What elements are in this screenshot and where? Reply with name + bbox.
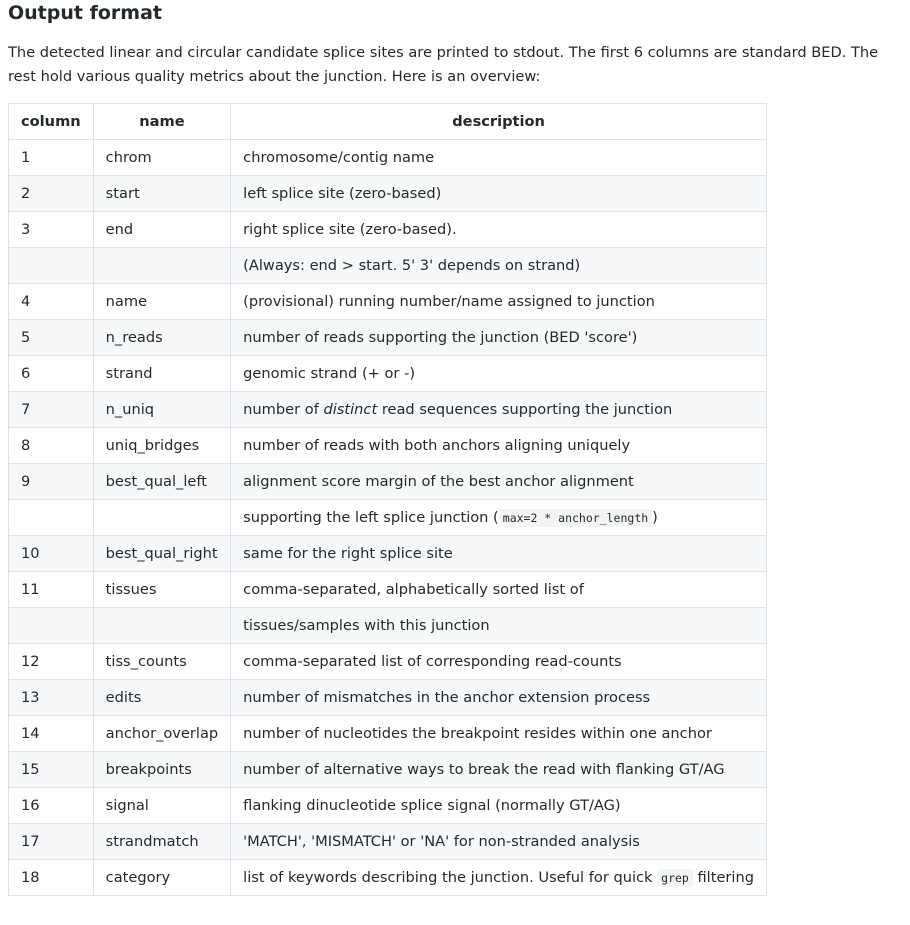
table-row: [9, 392, 767, 428]
cell-field-name: best_qual_left: [93, 464, 231, 500]
cell-field-name: anchor_overlap: [93, 716, 231, 752]
cell-description: [231, 644, 767, 680]
cell-column-number: [9, 500, 94, 536]
description-text: left splice site (zero-based): [243, 185, 442, 202]
cell-field-name: category: [93, 860, 231, 896]
cell-description: [231, 860, 767, 896]
description-text: chromosome/contig name: [243, 149, 435, 166]
cell-field-name: start: [93, 176, 231, 212]
table-row: [9, 140, 767, 176]
cell-description: [231, 248, 767, 284]
description-text: right splice site (zero-based).: [243, 221, 457, 238]
header-name: name: [93, 104, 231, 140]
cell-description: [231, 716, 767, 752]
inline-code: grep: [657, 869, 693, 887]
description-text: tissues/samples with this junction: [243, 617, 490, 634]
cell-description: [231, 536, 767, 572]
cell-field-name: strand: [93, 356, 231, 392]
cell-field-name: [93, 248, 231, 284]
cell-column-number: 4: [9, 284, 94, 320]
description-text: number of alternative ways to break the read with flanking GT/AG: [243, 761, 725, 778]
cell-description: [231, 284, 767, 320]
table-row: [9, 716, 767, 752]
cell-column-number: 1: [9, 140, 94, 176]
description-text: number of nucleotides the breakpoint resides within one anchor: [243, 725, 712, 742]
cell-description: [231, 464, 767, 500]
cell-column-number: 12: [9, 644, 94, 680]
table-row: [9, 176, 767, 212]
cell-field-name: n_uniq: [93, 392, 231, 428]
cell-description: [231, 572, 767, 608]
cell-field-name: name: [93, 284, 231, 320]
table-row: [9, 644, 767, 680]
cell-column-number: [9, 608, 94, 644]
table-row: [9, 248, 767, 284]
cell-description: [231, 752, 767, 788]
cell-description: [231, 140, 767, 176]
cell-description: [231, 212, 767, 248]
cell-description: [231, 320, 767, 356]
table-row: [9, 572, 767, 608]
cell-column-number: 18: [9, 860, 94, 896]
header-description: description: [231, 104, 767, 140]
cell-field-name: [93, 608, 231, 644]
cell-column-number: 2: [9, 176, 94, 212]
cell-field-name: breakpoints: [93, 752, 231, 788]
description-text: filtering: [692, 869, 754, 886]
cell-column-number: 11: [9, 572, 94, 608]
table-row: [9, 860, 767, 896]
cell-column-number: 10: [9, 536, 94, 572]
table-row: [9, 320, 767, 356]
description-text: flanking dinucleotide splice signal (normally GT/AG): [243, 797, 621, 814]
cell-column-number: 15: [9, 752, 94, 788]
cell-field-name: tissues: [93, 572, 231, 608]
cell-column-number: 16: [9, 788, 94, 824]
cell-column-number: 14: [9, 716, 94, 752]
cell-description: [231, 680, 767, 716]
cell-column-number: 3: [9, 212, 94, 248]
description-text: list of keywords describing the junction. Useful for quick: [243, 869, 658, 886]
description-text: ): [652, 509, 658, 526]
table-header: [9, 104, 767, 140]
description-text: supporting the left splice junction (: [243, 509, 499, 526]
description-text: read sequences supporting the junction: [377, 401, 673, 418]
table-row: [9, 464, 767, 500]
cell-field-name: end: [93, 212, 231, 248]
description-text: number of reads supporting the junction (BED 'score'): [243, 329, 638, 346]
cell-field-name: edits: [93, 680, 231, 716]
description-text: 'MATCH', 'MISMATCH' or 'NA' for non-stranded analysis: [243, 833, 640, 850]
cell-description: [231, 824, 767, 860]
cell-column-number: 17: [9, 824, 94, 860]
description-text: number of: [243, 401, 324, 418]
cell-column-number: 6: [9, 356, 94, 392]
description-text: comma-separated list of corresponding read-counts: [243, 653, 622, 670]
cell-column-number: 8: [9, 428, 94, 464]
table-row: [9, 500, 767, 536]
cell-field-name: uniq_bridges: [93, 428, 231, 464]
cell-field-name: n_reads: [93, 320, 231, 356]
table-row: [9, 788, 767, 824]
description-text: number of mismatches in the anchor extension process: [243, 689, 651, 706]
table-row: [9, 356, 767, 392]
cell-field-name: tiss_counts: [93, 644, 231, 680]
cell-field-name: [93, 500, 231, 536]
table-row: [9, 824, 767, 860]
header-column: column: [9, 104, 94, 140]
description-text: same for the right splice site: [243, 545, 453, 562]
table-row: [9, 752, 767, 788]
description-text: number of reads with both anchors aligning uniquely: [243, 437, 631, 454]
cell-description: [231, 608, 767, 644]
table-row: [9, 680, 767, 716]
cell-column-number: 5: [9, 320, 94, 356]
cell-description: [231, 356, 767, 392]
cell-description: [231, 176, 767, 212]
cell-column-number: 7: [9, 392, 94, 428]
cell-description: [231, 500, 767, 536]
table-row: [9, 536, 767, 572]
cell-field-name: strandmatch: [93, 824, 231, 860]
cell-field-name: signal: [93, 788, 231, 824]
inline-code: max=2 * anchor_length: [499, 509, 652, 527]
cell-description: [231, 428, 767, 464]
cell-column-number: 13: [9, 680, 94, 716]
cell-field-name: chrom: [93, 140, 231, 176]
description-text: (Always: end > start. 5' 3' depends on strand): [243, 257, 581, 274]
description-text: comma-separated, alphabetically sorted list of: [243, 581, 584, 598]
section-heading: Output format: [8, 2, 162, 24]
output-format-table: [8, 103, 767, 896]
cell-column-number: [9, 248, 94, 284]
description-text: alignment score margin of the best anchor alignment: [243, 473, 634, 490]
cell-description: [231, 392, 767, 428]
cell-field-name: best_qual_right: [93, 536, 231, 572]
header-row: [9, 104, 767, 140]
table-row: [9, 284, 767, 320]
description-text: genomic strand (+ or -): [243, 365, 416, 382]
table-row: [9, 212, 767, 248]
intro-paragraph: The detected linear and circular candidate splice sites are printed to stdout. The first 6 columns are standard BED. The rest hold various quality metrics about the junction. Here is an overview:: [8, 44, 879, 85]
description-text: (provisional) running number/name assigned to junction: [243, 293, 655, 310]
cell-column-number: 9: [9, 464, 94, 500]
cell-description: [231, 788, 767, 824]
emphasis-text: distinct: [323, 401, 378, 418]
table-body: [9, 140, 767, 896]
table-row: [9, 428, 767, 464]
table-row: [9, 608, 767, 644]
